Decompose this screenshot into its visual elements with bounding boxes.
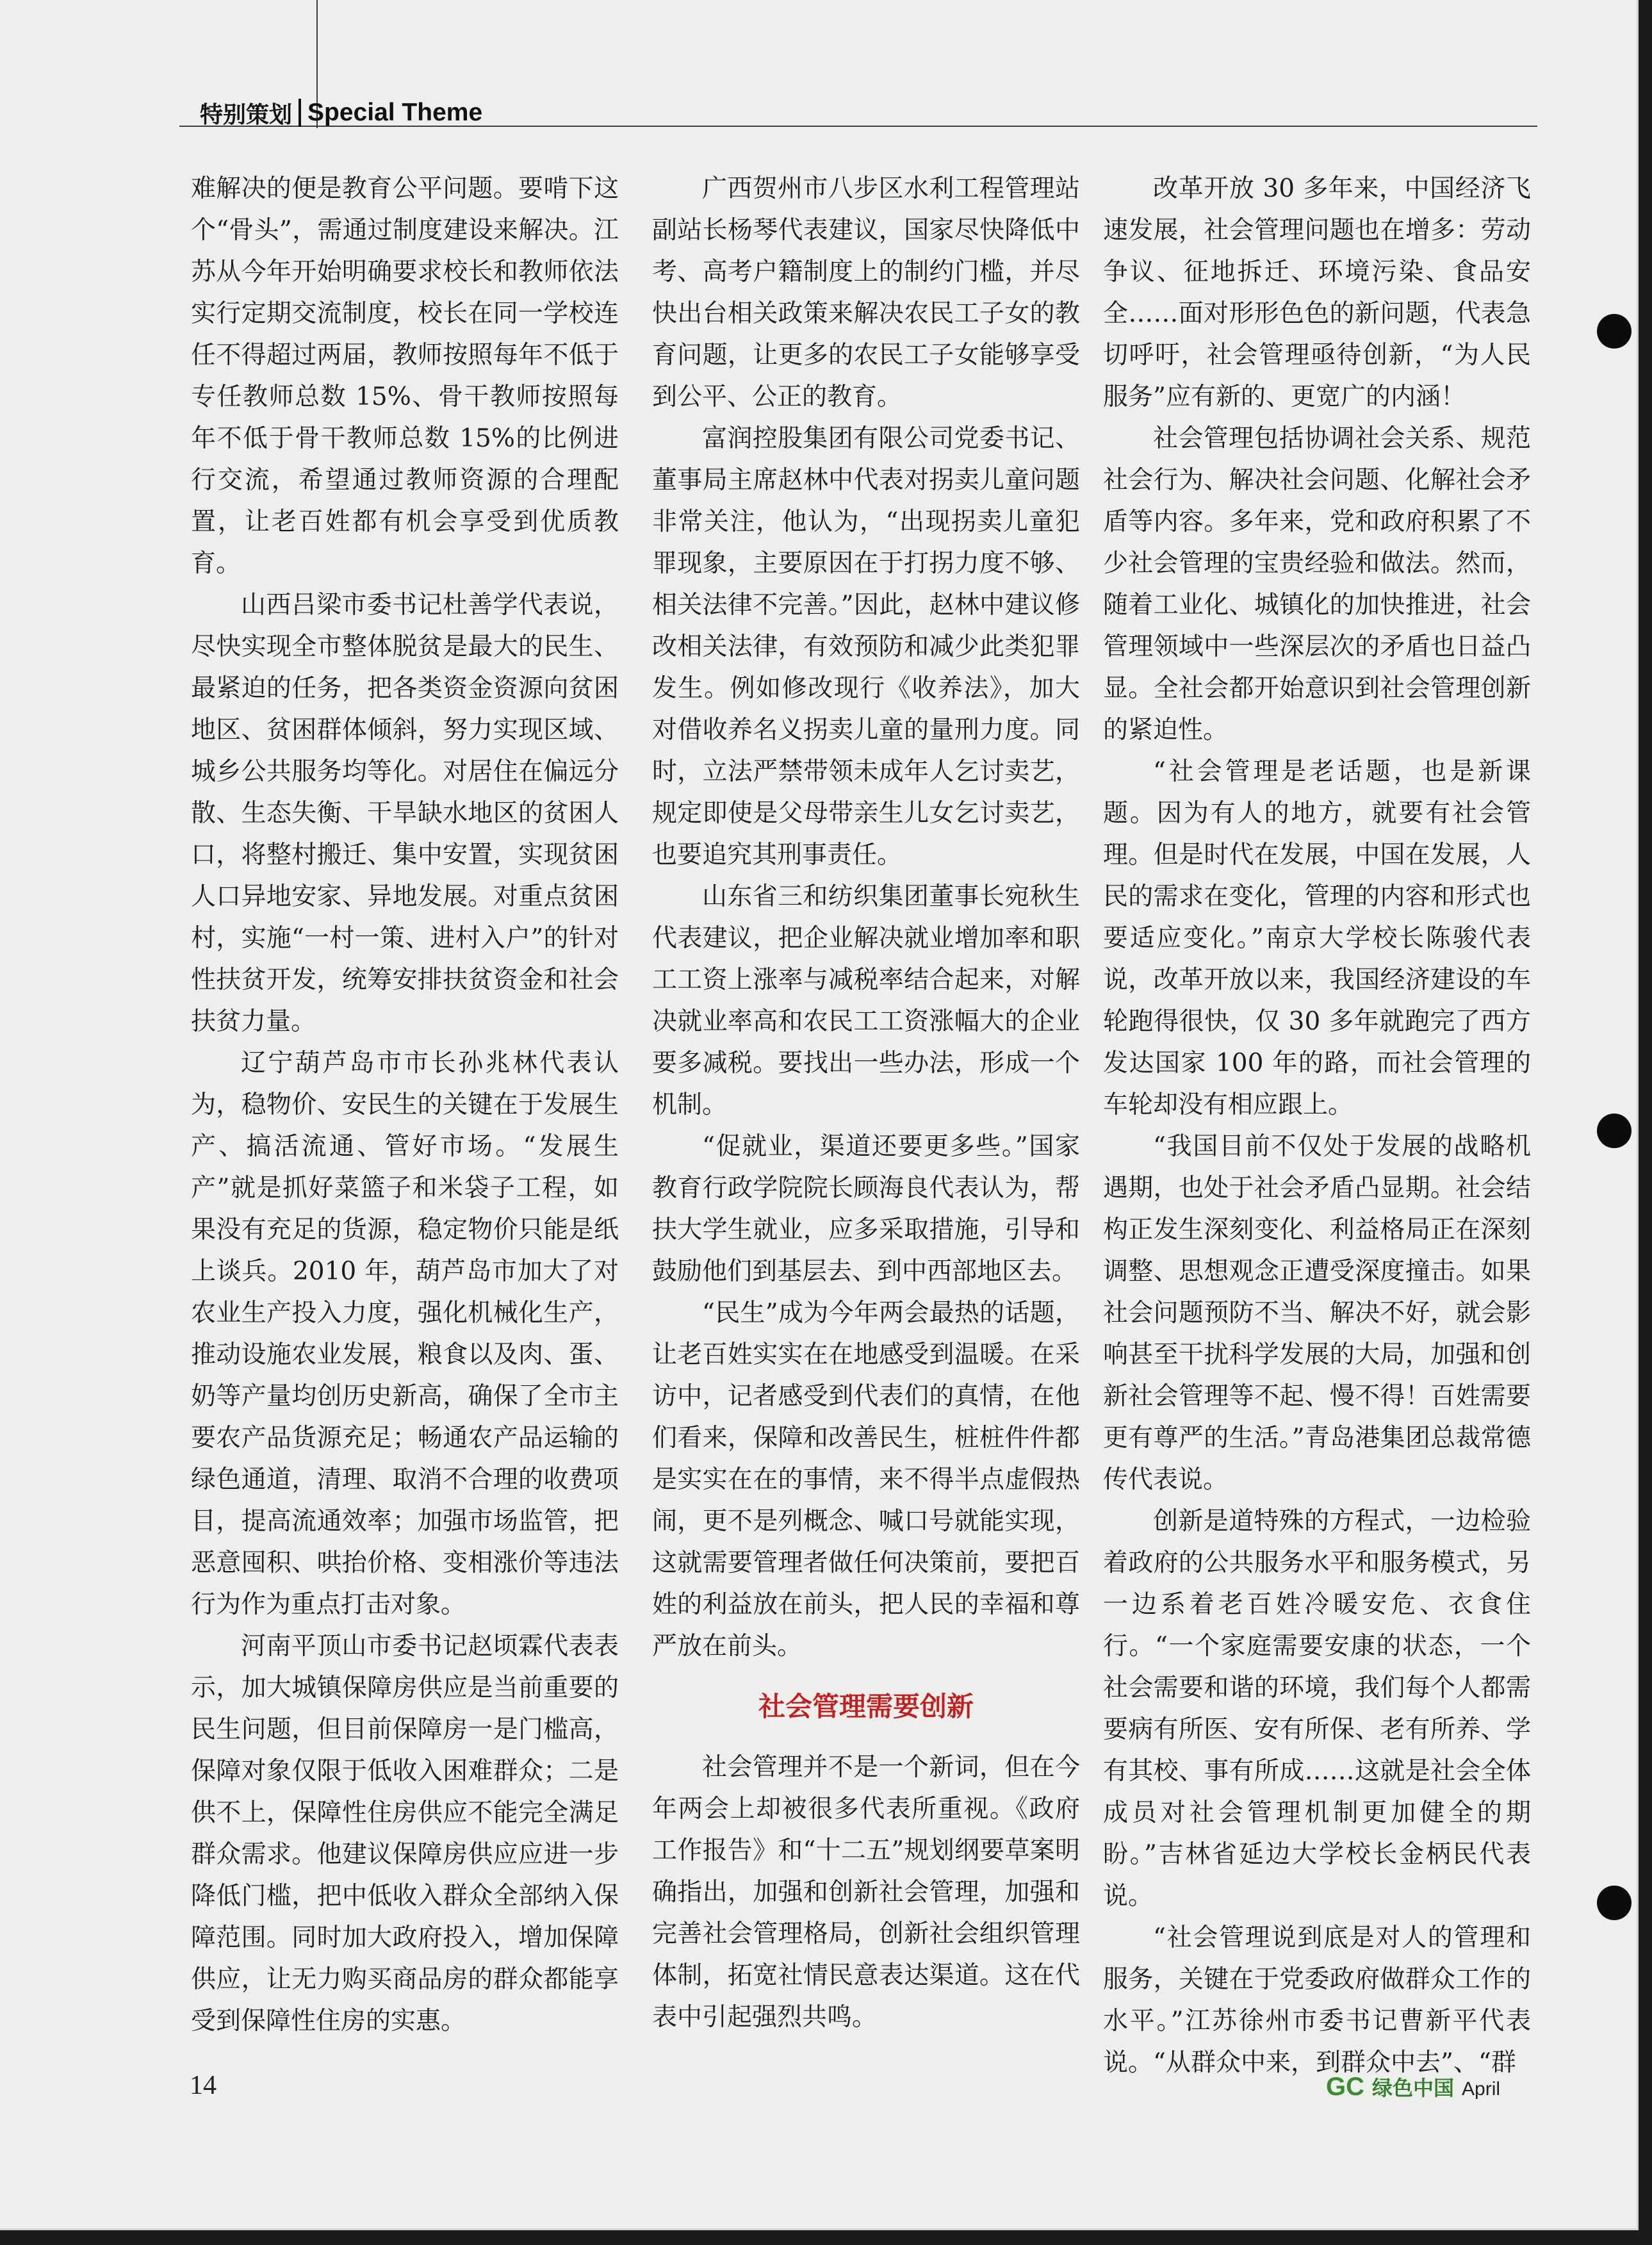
brand-name: 绿色中国 <box>1372 2076 1455 2100</box>
binder-hole <box>1597 1114 1632 1148</box>
header-divider <box>299 99 301 127</box>
column-1 <box>191 168 619 2058</box>
binder-hole <box>1597 314 1632 349</box>
paragraph: 山东省三和纺织集团董事长宛秋生代表建议，把企业解决就业增加率和职工工资上涨率与减税率结合起来，对解决就业率高和农民工工资涨幅大的企业要多减税。要找出一些办法，形成一个机制。 <box>652 882 1080 1119</box>
issue-month: April <box>1462 2078 1501 2100</box>
paragraph: 创新是道特殊的方程式，一边检验着政府的公共服务水平和服务模式，另一边系着老百姓冷暖安危、衣食住行。“一个家庭需要安康的状态，一个社会需要和谐的环境，我们每个人都需要病有所医、安有所保、老有所养、学有其校、事有所成……这就是社会全体成员对社会管理机制更加健全的期盼。”吉林省延边大学校长金柄民代表说。 <box>1103 1507 1531 1911</box>
section-title-cn: 特别策划 <box>200 101 293 128</box>
section-header <box>200 94 482 132</box>
paragraph: 社会管理并不是一个新词，但在今年两会上却被很多代表所重视。《政府工作报告》和“十二五”规划纲要草案明确指出，加强和创新社会管理，加强和完善社会管理格局，创新社会组织管理体制，拓宽社情民意表达渠道。这在代表中引起强烈共鸣。 <box>652 1753 1080 2032</box>
paragraph: 辽宁葫芦岛市市长孙兆林代表认为，稳物价、安民生的关键在于发展生产、搞活流通、管好市场。“发展生产”就是抓好菜篮子和米袋子工程，如果没有充足的货源，稳定物价只能是纸上谈兵。2010 年，葫芦岛市加大了对农业生产投入力度，强化机械化生产，推动设施农业发展，粮食以及肉、蛋、奶等产量均创历史新高，确保了全市主要农产品货源充足；畅通农产品运输的绿色通道，清理、取消不合理的收费项目，提高流通效率；加强市场监管，把恶意囤积、哄抬价格、变相涨价等违法行为作为重点打击对象。 <box>191 1049 619 1619</box>
paragraph: 富润控股集团有限公司党委书记、董事局主席赵林中代表对拐卖儿童问题非常关注，他认为，“出现拐卖儿童犯罪现象，主要原因在于打拐力度不够、相关法律不完善。”因此，赵林中建议修改相关法律，有效预防和减少此类犯罪发生。例如修改现行《收养法》，加大对借收养名义拐卖儿童的量刑力度。同时，立法严禁带领未成年人乞讨卖艺，规定即使是父母带亲生儿女乞讨卖艺，也要追究其刑事责任。 <box>652 424 1080 869</box>
paragraph: 山西吕梁市委书记杜善学代表说，尽快实现全市整体脱贫是最大的民生、最紧迫的任务，把各类资金资源向贫困地区、贫困群体倾斜，努力实现区域、城乡公共服务均等化。对居住在偏远分散、生态失衡、干旱缺水地区的贫困人口，将整村搬迁、集中安置，实现贫困人口异地安家、异地发展。对重点贫困村，实施“一村一策、进村入户”的针对性扶贫开发，统筹安排扶贫资金和社会扶贫力量。 <box>191 591 619 1036</box>
paragraph: “促就业，渠道还要更多些。”国家教育行政学院院长顾海良代表认为，帮扶大学生就业，应多采取措施，引导和鼓励他们到基层去、到中西部地区去。 <box>652 1132 1080 1286</box>
paragraph: 难解决的便是教育公平问题。要啃下这个“骨头”，需通过制度建设来解决。江苏从今年开始明确要求校长和教师依法实行定期交流制度，校长在同一学校连任不得超过两届，教师按照每年不低于专任教师总数 15%、骨干教师按照每年不低于骨干教师总数 15%的比例进行交流，希望通过教师资源的合理配置，让老百姓都有机会享受到优质教育。 <box>191 174 619 578</box>
paragraph: “民生”成为今年两会最热的话题，让老百姓实实在在地感受到温暖。在采访中，记者感受到代表们的真情，在他们看来，保障和改善民生，桩桩件件都是实实在在的事情，来不得半点虚假热闹，更不是列概念、喊口号就能实现，这就需要管理者做任何决策前，要把百姓的利益放在前头，把人民的幸福和尊严放在前头。 <box>652 1299 1080 1661</box>
binder-hole <box>1597 1886 1632 1920</box>
magazine-brand <box>1326 2072 1500 2101</box>
paragraph: 广西贺州市八步区水利工程管理站副站长杨琴代表建议，国家尽快降低中考、高考户籍制度上的制约门槛，并尽快出台相关政策来解决农民工子女的教育问题，让更多的农民工子女能够享受到公平、公正的教育。 <box>652 174 1080 411</box>
column-2 <box>652 168 1080 2058</box>
paragraph: “社会管理说到底是对人的管理和服务，关键在于党委政府做群众工作的水平。”江苏徐州市委书记曹新平代表说。“从群众中来，到群众中去”、“群 <box>1103 1923 1531 2077</box>
paragraph: “我国目前不仅处于发展的战略机遇期，也处于社会矛盾凸显期。社会结构正发生深刻变化、利益格局正在深刻调整、思想观念正遭受深度撞击。如果社会问题预防不当、解决不好，就会影响甚至干扰科学发展的大局，加强和创新社会管理等不起、慢不得！百姓需要更有尊严的生活。”青岛港集团总裁常德传代表说。 <box>1103 1132 1531 1494</box>
column-3 <box>1103 168 1531 2077</box>
subsection-heading: 社会管理需要创新 <box>758 1691 974 1722</box>
paragraph: 社会管理包括协调社会关系、规范社会行为、解决社会问题、化解社会矛盾等内容。多年来，党和政府积累了不少社会管理的宝贵经验和做法。然而，随着工业化、城镇化的加快推进，社会管理领域中一些深层次的矛盾也日益凸显。全社会都开始意识到社会管理创新的紧迫性。 <box>1103 424 1531 744</box>
page-number: 14 <box>190 2071 217 2100</box>
section-title-en: Special Theme <box>307 99 483 126</box>
brand-logo: GC <box>1326 2073 1364 2101</box>
paragraph: 河南平顶山市委书记赵顷霖代表表示，加大城镇保障房供应是当前重要的民生问题，但目前保障房一是门槛高，保障对象仅限于低收入困难群众；二是供不上，保障性住房供应不能完全满足群众需求。他建议保障房供应应进一步降低门槛，把中低收入群众全部纳入保障范围。同时加大政府投入，增加保障供应，让无力购买商品房的群众都能享受到保障性住房的实惠。 <box>191 1632 619 2035</box>
paragraph: 改革开放 30 多年来，中国经济飞速发展，社会管理问题也在增多：劳动争议、征地拆迁、环境污染、食品安全……面对形形色色的新问题，代表急切呼吁，社会管理亟待创新，“为人民服务”应有新的、更宽广的内涵！ <box>1103 174 1531 411</box>
paragraph: “社会管理是老话题，也是新课题。因为有人的地方，就要有社会管理。但是时代在发展，中国在发展，人民的需求在变化，管理的内容和形式也要适应变化。”南京大学校长陈骏代表说，改革开放以来，我国经济建设的车轮跑得很快，仅 30 多年就跑完了西方发达国家 100 年的路，而社会管理的车轮却没有相应跟上。 <box>1103 757 1531 1119</box>
